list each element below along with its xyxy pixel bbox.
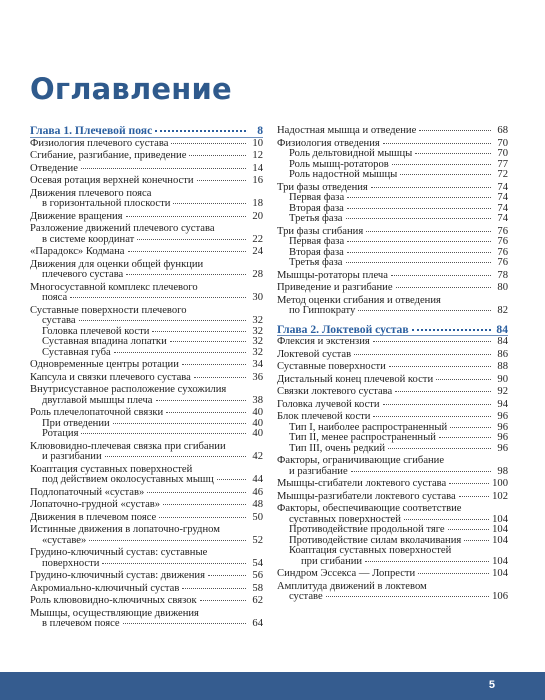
toc-page-number: 46 [252, 486, 263, 498]
toc-entry-title: поверхности [42, 557, 100, 569]
toc-entry-title: и разгибание [289, 465, 348, 477]
dot-leader [217, 479, 246, 480]
toc-entry-title: Метод оценки сгибания и отведения [277, 294, 441, 306]
toc-entry-title: Мышцы-разгибатели локтевого сустава [277, 490, 456, 502]
toc-page-number: 32 [252, 336, 263, 347]
toc-entry[interactable] [30, 316, 263, 327]
toc-page-number: 78 [497, 269, 508, 281]
toc-entry[interactable] [277, 592, 508, 603]
dot-leader [358, 310, 491, 311]
toc-entry-title: Грудино-ключичный сустав: движения [30, 570, 205, 581]
toc-entry-title: Роль надостной мышцы [289, 169, 398, 180]
toc-entry-title: Тип I, наиболее распространенный [289, 421, 448, 433]
toc-entry-title: Три фазы отведения [277, 181, 368, 193]
toc-entry-title: Надостная мышца и отведение [277, 125, 417, 136]
dot-leader [396, 287, 491, 288]
footer-bar [0, 672, 545, 700]
dot-leader [464, 540, 489, 541]
toc-page-number: 74 [497, 181, 508, 193]
toc-page-number: 100 [492, 478, 508, 489]
toc-page-number: 104 [492, 513, 508, 525]
dot-leader [197, 180, 246, 181]
toc-entry-title: Движения для оценки общей функции [30, 258, 204, 270]
toc-entry[interactable] [277, 237, 508, 248]
toc-page-number: 56 [252, 570, 263, 581]
toc-page-number: 70 [497, 137, 508, 149]
page-title: Оглавление [30, 72, 232, 106]
dot-leader [182, 364, 246, 365]
toc-entry[interactable] [30, 270, 263, 281]
toc-entry-title: Три фазы сгибания [277, 225, 364, 237]
toc-page-number: 34 [252, 359, 263, 370]
toc-entry[interactable] [277, 557, 508, 568]
toc-entry-title: Клювовидно-плечевая связка при сгибании [30, 440, 226, 452]
toc-page-number: 32 [252, 346, 263, 358]
dot-leader [400, 174, 491, 175]
toc-left-column [30, 126, 263, 630]
toc-page-number: 22 [252, 233, 263, 245]
toc-entry-title: Блок плечевой кости [277, 411, 371, 422]
toc-entry[interactable] [277, 492, 508, 503]
toc-page-number: 32 [252, 315, 263, 326]
dot-leader [189, 155, 246, 156]
toc-entry-title: Внутрисуставное расположение сухожилия [30, 384, 227, 395]
dot-leader [163, 504, 246, 505]
toc-entry-title: Факторы, ограничивающие сгибание [277, 455, 445, 466]
toc-entry-title: Дистальный конец плечевой кости [277, 373, 434, 385]
toc-page-number: 68 [497, 125, 508, 136]
toc-page-number: 40 [252, 417, 263, 429]
dot-leader [113, 423, 246, 424]
toc-entry-title: Подлопаточный «сустав» [30, 486, 145, 498]
toc-page-number: 28 [252, 269, 263, 280]
toc-entry[interactable] [30, 293, 263, 304]
toc-entry[interactable] [277, 258, 508, 269]
dot-leader [105, 456, 246, 457]
toc-entry[interactable] [30, 373, 263, 384]
dot-leader [439, 437, 491, 438]
toc-page-number: 104 [492, 555, 508, 567]
dot-leader [200, 600, 246, 601]
toc-entry-title: при сгибании [301, 555, 363, 567]
toc-entry[interactable] [30, 452, 263, 463]
toc-entry-title: Суставные поверхности [277, 361, 386, 372]
toc-page-number: 50 [252, 511, 263, 523]
toc-entry[interactable] [277, 412, 508, 423]
dot-leader [391, 275, 491, 276]
dot-leader [448, 529, 489, 530]
dot-leader [128, 251, 247, 252]
dot-leader [412, 329, 491, 331]
toc-entry-title: Физиология плечевого сустава [30, 137, 169, 149]
toc-entry[interactable] [277, 283, 508, 294]
dot-leader [159, 517, 246, 518]
toc-page-number: 8 [257, 124, 263, 137]
dot-leader [194, 377, 246, 378]
toc-entry-title: Вторая фаза [289, 246, 344, 258]
toc-entry-title: Синдром Эссекса — Лопрести [277, 568, 416, 579]
toc-entry-title: Роль мышц-ротаторов [289, 158, 389, 170]
toc-page-number: 76 [497, 257, 508, 268]
toc-entry[interactable] [30, 559, 263, 570]
toc-entry-title: двуглавой мышцы плеча [42, 394, 153, 406]
toc-entry[interactable] [30, 571, 263, 582]
toc-entry-title: пояса [42, 292, 68, 303]
toc-entry-title: Роль дельтовидной мышцы [289, 148, 413, 159]
dot-leader [373, 341, 491, 342]
dot-leader [346, 218, 491, 219]
toc-page-number: 88 [497, 361, 508, 372]
toc-entry-title: Суставная впадина лопатки [42, 336, 167, 347]
toc-entry-title: Мышцы-сгибатели локтевого сустава [277, 478, 447, 489]
toc-entry[interactable] [30, 212, 263, 223]
dot-leader [383, 143, 491, 144]
toc-entry[interactable] [277, 525, 508, 536]
toc-entry[interactable] [277, 306, 508, 317]
toc-entry-title: Коаптация суставных поверхностей [289, 545, 452, 556]
toc-entry[interactable] [30, 164, 263, 175]
toc-entry[interactable] [277, 444, 508, 455]
toc-entry-title: Противодействие продольной тяге [289, 524, 445, 535]
toc-entry[interactable] [277, 350, 508, 361]
toc-entry[interactable] [277, 170, 508, 181]
dot-leader [81, 433, 246, 434]
toc-entry[interactable] [30, 536, 263, 547]
dot-leader [208, 575, 246, 576]
dot-leader [365, 561, 489, 562]
dot-leader [171, 143, 246, 144]
dot-leader [170, 341, 246, 342]
dot-leader [152, 331, 246, 332]
toc-entry-title: Роль клювовидно-ключичных связок [30, 595, 197, 606]
toc-entry-title: Головка лучевой кости [277, 398, 380, 410]
toc-entry[interactable] [277, 479, 508, 490]
toc-entry[interactable] [277, 271, 508, 282]
toc-page-number: 104 [492, 534, 508, 546]
toc-entry-title: Вторая фаза [289, 202, 344, 214]
dot-leader [404, 519, 489, 520]
toc-page-number: 96 [497, 432, 508, 443]
toc-entry-title: плечевого сустава [42, 269, 124, 280]
page-number: 5 [488, 679, 495, 691]
toc-page-number: 12 [252, 150, 263, 161]
dot-leader [156, 400, 246, 401]
dot-leader [137, 239, 246, 240]
toc-page-number: 92 [497, 386, 508, 397]
dot-leader [347, 208, 491, 209]
toc-entry-title: Отведение [30, 162, 78, 174]
dot-leader [436, 379, 491, 380]
dot-leader [347, 241, 491, 242]
toc-entry[interactable] [30, 247, 263, 258]
toc-entry[interactable] [277, 569, 508, 580]
toc-entry-title: При отведении [42, 417, 110, 429]
dot-leader [126, 274, 246, 275]
toc-entry-title: суставе [289, 591, 323, 602]
toc-entry-title: Одновременные центры ротации [30, 359, 179, 370]
dot-leader [173, 203, 246, 204]
toc-entry-title: суставных поверхностей [289, 513, 401, 525]
toc-entry[interactable] [30, 337, 263, 348]
toc-entry-title: Третья фаза [289, 257, 343, 268]
toc-page-number: 76 [497, 246, 508, 258]
dot-leader [395, 391, 491, 392]
toc-entry-title: Глава 2. Локтевой сустав [277, 322, 409, 336]
toc-entry[interactable] [30, 525, 263, 536]
toc-page-number: 42 [252, 451, 263, 462]
toc-page-number: 74 [497, 213, 508, 224]
toc-page-number: 84 [497, 336, 508, 347]
dot-leader [418, 573, 489, 574]
toc-entry[interactable] [277, 467, 508, 478]
toc-page-number: 36 [252, 371, 263, 383]
toc-entry[interactable] [277, 504, 508, 515]
toc-page-number: 30 [252, 292, 263, 303]
toc-entry[interactable] [30, 596, 263, 607]
toc-entry-title: в системе координат [42, 233, 135, 245]
toc-entry-title: по Гиппократу [289, 305, 356, 316]
toc-entry-title: «суставе» [42, 534, 87, 546]
toc-entry-title: Физиология отведения [277, 137, 380, 149]
dot-leader [450, 427, 491, 428]
toc-entry[interactable] [277, 375, 508, 386]
dot-leader [326, 596, 489, 597]
toc-entry[interactable] [277, 546, 508, 557]
toc-entry[interactable] [30, 139, 263, 150]
dot-leader [89, 540, 246, 541]
toc-entry[interactable] [277, 214, 508, 225]
toc-page-number: 82 [497, 305, 508, 316]
toc-entry[interactable] [30, 619, 263, 630]
toc-entry-title: Глава 1. Плечевой пояс [30, 124, 153, 137]
dot-leader [419, 130, 491, 131]
toc-entry-title: Тип II, менее распространенный [289, 432, 436, 443]
toc-page-number: 10 [252, 137, 263, 149]
toc-entry-title: Акромиально-ключичный сустав [30, 582, 180, 594]
toc-entry-title: Сгибание, разгибание, приведение [30, 150, 187, 161]
dot-leader [114, 352, 246, 353]
toc-entry-title: Первая фаза [289, 236, 345, 247]
toc-page-number: 40 [252, 428, 263, 439]
toc-page-number: 44 [252, 474, 263, 485]
dot-leader [126, 216, 246, 217]
toc-entry[interactable] [30, 500, 263, 511]
toc-page-number: 104 [492, 524, 508, 535]
toc-entry-title: Головка плечевой кости [42, 325, 150, 337]
toc-page-number: 18 [252, 198, 263, 209]
toc-entry[interactable] [30, 396, 263, 407]
dot-leader [388, 448, 491, 449]
dot-leader [373, 416, 491, 417]
toc-page-number: 106 [492, 591, 508, 602]
toc-page-number: 40 [252, 407, 263, 418]
toc-entry-title: Факторы, обеспечивающие соответствие [277, 503, 462, 514]
toc-page-number: 62 [252, 595, 263, 606]
toc-page-number: 76 [497, 225, 508, 237]
toc-entry-title: Осевая ротация верхней конечности [30, 175, 194, 186]
dot-leader [366, 231, 491, 232]
toc-entry-title: Связки локтевого сустава [277, 386, 393, 397]
toc-entry-title: Третья фаза [289, 213, 343, 224]
toc-page-number: 96 [497, 411, 508, 422]
toc-page-number: 74 [497, 202, 508, 214]
dot-leader [155, 130, 246, 132]
toc-entry[interactable] [277, 337, 508, 348]
dot-leader [347, 252, 491, 253]
toc-entry[interactable] [277, 193, 508, 204]
dot-leader [166, 412, 246, 413]
dot-leader [459, 496, 489, 497]
toc-entry-title: Истинные движения в лопаточно-грудном [30, 524, 220, 535]
toc-chapter-entry[interactable] [30, 126, 263, 137]
toc-entry-title: Многосуставной комплекс плечевого [30, 281, 198, 293]
toc-entry[interactable] [30, 360, 263, 371]
toc-entry[interactable] [30, 488, 263, 499]
toc-entry-title: Флексия и экстензия [277, 336, 370, 347]
toc-page-number: 98 [497, 465, 508, 477]
dot-leader [182, 588, 246, 589]
toc-entry-title: Противодействие силам вколачивания [289, 534, 462, 546]
toc-entry-title: Тип III, очень редкий [289, 442, 386, 454]
toc-page-number: 32 [252, 325, 263, 337]
toc-entry[interactable] [30, 408, 263, 419]
toc-right-column [277, 126, 508, 603]
toc-entry-title: Капсула и связки плечевого сустава [30, 371, 191, 383]
toc-entry[interactable] [277, 400, 508, 411]
toc-entry[interactable] [30, 584, 263, 595]
dot-leader [351, 471, 491, 472]
toc-entry[interactable] [277, 126, 508, 137]
toc-entry-title: Движение вращения [30, 210, 123, 222]
toc-entry-title: Ротация [42, 428, 79, 439]
toc-entry-title: «Парадокс» Кодмана [30, 246, 125, 257]
toc-page-number: 104 [492, 568, 508, 579]
toc-entry-title: Движения в плечевом поясе [30, 511, 157, 523]
toc-page-number: 20 [252, 210, 263, 222]
toc-entry-title: в плечевом поясе [42, 618, 120, 629]
toc-entry-title: Разложение движений плечевого сустава [30, 223, 215, 234]
toc-entry[interactable] [30, 429, 263, 440]
toc-entry-title: сустава [42, 315, 76, 326]
toc-page-number: 52 [252, 534, 263, 546]
toc-entry-title: Лопаточно-грудной «сустав» [30, 499, 161, 510]
dot-leader [347, 197, 491, 198]
toc-entry-title: Суставная губа [42, 346, 111, 358]
toc-page-number: 24 [252, 246, 263, 257]
toc-entry[interactable] [30, 151, 263, 162]
toc-entry[interactable] [30, 475, 263, 486]
top-band [0, 0, 545, 42]
toc-entry-title: Роль плечелопаточной связки [30, 407, 164, 418]
toc-page-number: 70 [497, 148, 508, 159]
toc-entry-title: Коаптация суставных поверхностей [30, 463, 193, 475]
toc-entry[interactable] [277, 433, 508, 444]
toc-page-number: 64 [252, 618, 263, 629]
toc-entry[interactable] [30, 513, 263, 524]
toc-page-number: 58 [252, 582, 263, 594]
toc-page-number: 76 [497, 236, 508, 247]
toc-entry[interactable] [30, 224, 263, 235]
toc-entry[interactable] [30, 199, 263, 210]
dot-leader [123, 623, 246, 624]
dot-leader [415, 153, 491, 154]
toc-entry-title: Первая фаза [289, 192, 345, 203]
dot-leader [354, 354, 491, 355]
toc-entry-title: в горизонтальной плоскости [42, 198, 171, 209]
toc-entry[interactable] [277, 362, 508, 373]
toc-entry[interactable] [30, 235, 263, 246]
toc-page-number: 86 [497, 348, 508, 360]
dot-leader [147, 492, 246, 493]
dot-leader [79, 320, 246, 321]
toc-entry-title: Мышцы-ротаторы плеча [277, 269, 388, 281]
toc-page-number: 54 [252, 557, 263, 569]
toc-page-number: 96 [497, 442, 508, 454]
dot-leader [389, 366, 491, 367]
dot-leader [392, 164, 491, 165]
toc-page-number: 16 [252, 175, 263, 186]
dot-leader [346, 262, 491, 263]
toc-page-number: 48 [252, 499, 263, 510]
toc-entry-title: Мышцы, осуществляющие движения [30, 607, 199, 619]
dot-leader [383, 404, 491, 405]
toc-page-number: 38 [252, 394, 263, 406]
toc-entry-title: Грудино-ключичный сустав: суставные [30, 547, 208, 558]
toc-entry-title: Локтевой сустав [277, 348, 352, 360]
dot-leader [81, 168, 246, 169]
dot-leader [70, 297, 246, 298]
toc-page-number: 77 [497, 158, 508, 170]
toc-chapter-entry[interactable] [277, 322, 508, 336]
toc-page-number: 84 [496, 322, 508, 336]
toc-page-number: 102 [492, 490, 508, 502]
toc-entry[interactable] [30, 548, 263, 559]
toc-entry[interactable] [30, 385, 263, 396]
toc-entry-title: под действием околосуставных мышц [42, 474, 214, 485]
dot-leader [449, 483, 489, 484]
toc-entry-title: и разгибании [42, 451, 102, 462]
dot-leader [102, 563, 246, 564]
toc-entry[interactable] [30, 348, 263, 359]
toc-page-number: 80 [497, 282, 508, 293]
toc-entry[interactable] [277, 387, 508, 398]
divider [277, 317, 508, 318]
toc-entry[interactable] [30, 176, 263, 187]
toc-page-number: 90 [497, 373, 508, 385]
toc-page-number: 14 [252, 162, 263, 174]
toc-entry-title: Суставные поверхности плечевого [30, 304, 187, 316]
dot-leader [371, 187, 491, 188]
toc-entry-title: Движения плечевого пояса [30, 187, 152, 199]
toc-entry-title: Амплитуда движений в локтевом [277, 580, 427, 592]
toc-entry[interactable] [277, 149, 508, 160]
toc-page-number: 72 [497, 169, 508, 180]
toc-entry-title: Приведение и разгибание [277, 282, 393, 293]
toc-page-number: 96 [497, 421, 508, 433]
toc-entry[interactable] [277, 456, 508, 467]
toc-page-number: 74 [497, 192, 508, 203]
toc-page-number: 94 [497, 398, 508, 410]
